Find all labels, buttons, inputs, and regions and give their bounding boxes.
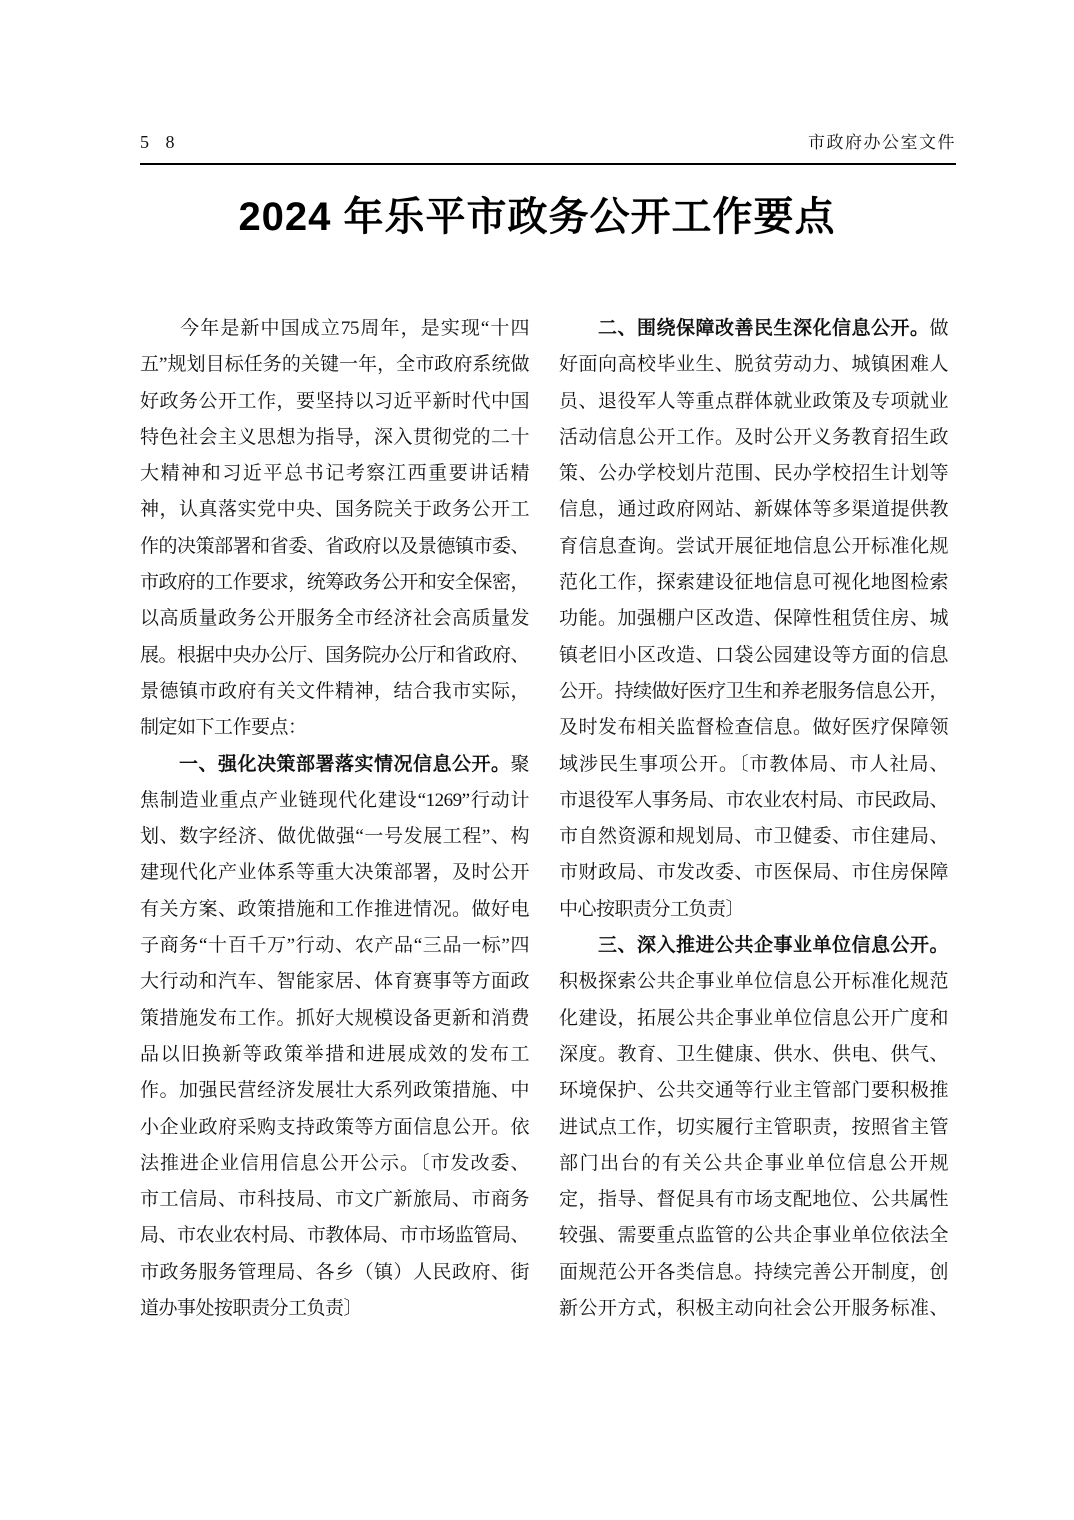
text-line: 二、围绕保障改善民生深化信息公开。做 — [559, 318, 948, 339]
text-line: 部门出台的有关公共企事业单位信息公开规 — [559, 1152, 948, 1174]
text-line: 建现代化产业体系等重大决策部署，及时公开 — [140, 862, 529, 884]
text-line: 面规范公开各类信息。持续完善公开制度，创 — [559, 1261, 948, 1283]
text-line: 育信息查询。尝试开展征地信息公开标准化规 — [559, 535, 948, 557]
text-line: 子商务“十百千万”行动、农产品“三品一标”四 — [140, 935, 529, 957]
text-line: 环境保护、公共交通等行业主管部门要积极推 — [559, 1080, 948, 1102]
header-doc-label: 市政府办公室文件 — [808, 133, 956, 152]
page-number: 5 8 — [140, 132, 181, 152]
text-line: 市工信局、市科技局、市文广新旅局、市商务 — [140, 1189, 529, 1211]
text-line: 市财政局、市发改委、市医保局、市住房保障 — [559, 862, 948, 884]
text-line: 范化工作，探索建设征地信息可视化地图检索 — [559, 572, 948, 594]
text-line: 员、退役军人等重点群体就业政策及专项就业 — [559, 390, 948, 412]
text-line: 活动信息公开工作。及时公开义务教育招生政 — [559, 426, 948, 448]
text-line: 小企业政府采购支持政策等方面信息公开。依 — [140, 1116, 529, 1138]
text-line: 景德镇市政府有关文件精神，结合我市实际， — [140, 680, 529, 702]
text-line: 深度。教育、卫生健康、供水、供电、供气、 — [559, 1043, 948, 1065]
text-line: 五”规划目标任务的关键一年，全市政府系统做 — [140, 354, 529, 376]
text-line: 大行动和汽车、智能家居、体育赛事等方面政 — [140, 971, 529, 993]
text-line: 中心按职责分工负责〕 — [559, 898, 745, 920]
section-heading: 二、围绕保障改善民生深化信息公开。 — [559, 318, 930, 339]
text-line: 及时发布相关监督检查信息。做好医疗保障领 — [559, 717, 948, 739]
text-line: 较强、需要重点监管的公共企事业单位依法全 — [559, 1225, 948, 1247]
text-line — [559, 928, 948, 964]
text-line: 信息，通过政府网站、新媒体等多渠道提供教 — [559, 499, 948, 521]
text-line: 划、数字经济、做优做强“一号发展工程”、构 — [140, 826, 529, 848]
text-line: 作。加强民营经济发展壮大系列政策措施、中 — [140, 1080, 529, 1102]
text-line: 域涉民生事项公开。〔市教体局、市人社局、 — [559, 753, 948, 775]
text-line: 局、市农业农村局、市教体局、市市场监管局、 — [140, 1225, 529, 1247]
page-header — [140, 128, 956, 153]
text-line: 公开。持续做好医疗卫生和养老服务信息公开， — [559, 680, 948, 702]
text-line: 道办事处按职责分工负责〕 — [140, 1298, 363, 1320]
text-line: 市退役军人事务局、市农业农村局、市民政局、 — [559, 789, 948, 811]
text-line: 进试点工作，切实履行主管职责，按照省主管 — [559, 1116, 948, 1138]
text-line: 功能。加强棚户区改造、保障性租赁住房、城 — [559, 608, 948, 630]
text-line: 好面向高校毕业生、脱贫劳动力、城镇困难人 — [559, 354, 948, 376]
text-line: 神，认真落实党中央、国务院关于政务公开工 — [140, 499, 529, 521]
text-line: 积极探索公共企事业单位信息公开标准化规范 — [559, 971, 948, 993]
text-line: 定，指导、督促具有市场支配地位、公共属性 — [559, 1189, 948, 1211]
section-heading: 一、强化决策部署落实情况信息公开。 — [140, 753, 511, 775]
document-title: 2024 年乐平市政务公开工作要点 — [238, 195, 836, 239]
text-line: 市自然资源和规划局、市卫健委、市住建局、 — [559, 826, 948, 848]
document-body — [140, 311, 948, 1327]
text-line: 以高质量政务公开服务全市经济社会高质量发 — [140, 608, 529, 630]
text-line: 市政务服务管理局、各乡（镇）人民政府、街 — [140, 1261, 529, 1283]
text-line: 制定如下工作要点： — [140, 717, 307, 739]
text-line: 有关方案、政策措施和工作推进情况。做好电 — [140, 898, 529, 920]
left-column — [140, 311, 529, 1327]
text-line: 焦制造业重点产业链现代化建设“1269”行动计 — [140, 789, 529, 811]
text-line: 大精神和习近平总书记考察江西重要讲话精 — [140, 463, 529, 485]
text-line: 新公开方式，积极主动向社会公开服务标准、 — [559, 1298, 948, 1320]
text-line: 作的决策部署和省委、省政府以及景德镇市委、 — [140, 535, 529, 557]
text-line: 市政府的工作要求，统筹政务公开和安全保密， — [140, 572, 529, 594]
text-line: 化建设，拓展公共企事业单位信息公开广度和 — [559, 1007, 948, 1029]
text-line: 法推进企业信用信息公开公示。〔市发改委、 — [140, 1152, 529, 1174]
text-line: 策、公办学校划片范围、民办学校招生计划等 — [559, 463, 948, 485]
right-column — [559, 311, 948, 1327]
text-line: 品以旧换新等政策举措和进展成效的发布工 — [140, 1043, 529, 1065]
text-line: 一、强化决策部署落实情况信息公开。聚 — [140, 753, 529, 775]
text-line: 策措施发布工作。抓好大规模设备更新和消费 — [140, 1007, 529, 1029]
header-rule — [140, 163, 956, 165]
section-heading: 三、深入推进公共企事业单位信息公开。 — [559, 935, 948, 957]
text-line: 展。根据中央办公厅、国务院办公厅和省政府、 — [140, 644, 529, 666]
text-line: 今年是新中国成立75周年，是实现“十四 — [140, 318, 529, 339]
text-line: 镇老旧小区改造、口袋公园建设等方面的信息 — [559, 644, 948, 666]
text-line: 特色社会主义思想为指导，深入贯彻党的二十 — [140, 426, 529, 448]
text-line: 好政务公开工作，要坚持以习近平新时代中国 — [140, 390, 529, 412]
